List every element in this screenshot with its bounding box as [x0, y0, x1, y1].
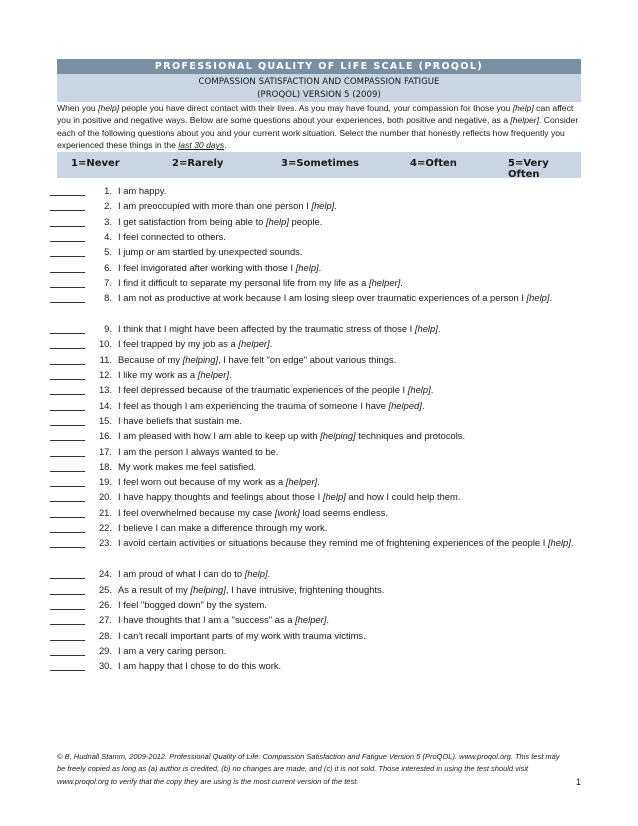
question-number: 10.	[98, 338, 112, 350]
answer-blank[interactable]	[50, 232, 85, 242]
question-number: 27.	[98, 614, 112, 626]
answer-blank[interactable]	[50, 569, 85, 579]
question-number: 22.	[98, 522, 112, 533]
answer-blank[interactable]	[50, 370, 85, 380]
question-number: 28.	[98, 629, 112, 641]
question-text: I feel overwhelmed because my case [work] load seems endless.	[118, 506, 388, 518]
question-number: 8.	[104, 292, 112, 304]
question-number: 24.	[98, 568, 112, 580]
answer-blank[interactable]	[50, 401, 85, 411]
question-text: I am the person I always wanted to be.	[118, 445, 279, 457]
question-text: I am happy that I chose to do this work.	[118, 660, 282, 672]
question-text: I have thoughts that I am a "success" as a [helper].	[118, 614, 329, 626]
question-text: I am pleased with how I am able to keep up with [helping] techniques and protocols.	[118, 430, 466, 442]
question-number: 14.	[98, 399, 112, 411]
question-text: I have beliefs that sustain me.	[118, 414, 243, 426]
question-number: 25.	[98, 583, 112, 595]
question-text: My work makes me feel satisfied.	[118, 460, 257, 472]
question-text: I am happy.	[118, 185, 167, 196]
subtitle-line-1: COMPASSION SATISFACTION AND COMPASSION FATIGUE	[198, 77, 440, 87]
question-number: 1.	[104, 185, 112, 196]
question-number: 21.	[98, 506, 112, 518]
answer-blank[interactable]	[50, 431, 85, 441]
question-number: 20.	[98, 491, 112, 503]
answer-blank[interactable]	[50, 462, 85, 472]
answer-blank[interactable]	[50, 492, 85, 502]
question-text: Because of my [helping], I have felt "on edge" about various things.	[118, 353, 397, 365]
answer-blank[interactable]	[50, 385, 85, 395]
scale-option-3: 3=Sometimes	[281, 158, 359, 169]
question-number: 13.	[98, 384, 112, 396]
intro-text-3: can affect you in positive and negative ways. Below are some questions about your experiences, both positive and negative, as a	[57, 103, 574, 126]
question-number: 4.	[104, 230, 112, 242]
page-number: 1	[576, 777, 582, 787]
instructions-paragraph	[57, 102, 581, 152]
question-text: I think that I might have been affected by the traumatic stress of those I [help].	[118, 323, 441, 335]
scale-option-5: 5=Very Often	[508, 158, 549, 180]
question-text: I can't recall important parts of my work with trauma victims.	[118, 629, 366, 641]
question-text: I avoid certain activities or situations because they remind me of frightening experiences of the people I [help].	[118, 537, 574, 549]
answer-blank[interactable]	[50, 447, 85, 457]
answer-blank[interactable]	[50, 339, 85, 349]
question-number: 18.	[98, 460, 112, 472]
question-text: I feel trapped by my job as a [helper].	[118, 338, 273, 350]
intro-help-2: [help]	[512, 103, 534, 113]
question-number: 23.	[98, 537, 112, 549]
question-text: I feel as though I am experiencing the trauma of someone I have [helped].	[118, 399, 425, 411]
intro-helper: [helper]	[510, 115, 540, 126]
answer-blank[interactable]	[50, 416, 85, 426]
answer-blank[interactable]	[50, 186, 85, 196]
scale-option-2: 2=Rarely	[172, 158, 224, 169]
question-text: I feel worn out because of my work as a [helper].	[118, 476, 320, 488]
answer-blank[interactable]	[50, 247, 85, 257]
answer-blank[interactable]	[50, 600, 85, 610]
intro-text-1: When you	[57, 103, 99, 113]
question-text: I feel "bogged down" by the system.	[118, 598, 267, 610]
rating-scale	[57, 152, 581, 178]
question-number: 3.	[104, 215, 112, 227]
question-text: I believe I can make a difference through my work.	[118, 522, 328, 533]
answer-blank[interactable]	[50, 523, 85, 533]
question-text: I am not as productive at work because I am losing sleep over traumatic experiences of a person I [help].	[118, 292, 553, 304]
answer-blank[interactable]	[50, 646, 85, 656]
question-number: 30.	[98, 660, 112, 672]
answer-blank[interactable]	[50, 477, 85, 487]
copyright-footer: © B. Hudnall Stamm, 2009-2012. Professional Quality of Life: Compassion Satisfaction and Fatigue Version 5 (ProQOL). www.proqol.org. This test may be freely copied as long as (a) author is credited, (b) no changes are made, and (c) it is not sold. Those interested in using the test should visit www.proqol.org to verify that the copy they are using is the most current version of the test.	[57, 752, 560, 786]
answer-blank[interactable]	[50, 278, 85, 288]
answer-blank[interactable]	[50, 538, 85, 548]
question-number: 16.	[98, 430, 112, 442]
question-number: 26.	[98, 598, 112, 610]
subtitle-line-2: (PROQOL) VERSION 5 (2009)	[257, 90, 381, 100]
answer-blank[interactable]	[50, 217, 85, 227]
form-subtitle	[57, 74, 581, 102]
question-text: I am proud of what I can do to [help].	[118, 568, 271, 580]
question-text: I am preoccupied with more than one person I [help].	[118, 200, 337, 212]
question-text: I have happy thoughts and feelings about those I [help] and how I could help them.	[118, 491, 461, 503]
answer-blank[interactable]	[50, 324, 85, 334]
question-number: 2.	[104, 200, 112, 212]
question-text: I like my work as a [helper].	[118, 369, 232, 380]
question-number: 29.	[98, 644, 112, 656]
question-number: 15.	[98, 414, 112, 426]
answer-blank[interactable]	[50, 661, 85, 671]
question-text: I feel invigorated after working with those I [help].	[118, 261, 322, 273]
question-text: As a result of my [helping], I have intrusive, frightening thoughts.	[118, 583, 385, 595]
question-text: I feel depressed because of the traumatic experiences of the people I [help].	[118, 384, 434, 396]
answer-blank[interactable]	[50, 201, 85, 211]
answer-blank[interactable]	[50, 355, 85, 365]
question-number: 9.	[104, 323, 112, 335]
question-number: 7.	[104, 276, 112, 288]
question-number: 19.	[98, 476, 112, 488]
question-number: 17.	[98, 445, 112, 457]
question-text: I jump or am startled by unexpected sounds.	[118, 246, 303, 258]
question-number: 6.	[104, 261, 112, 273]
answer-blank[interactable]	[50, 508, 85, 518]
question-number: 12.	[98, 369, 112, 380]
answer-blank[interactable]	[50, 615, 85, 625]
question-text: I am a very caring person.	[118, 644, 227, 656]
intro-last-30-days: last 30 days	[178, 140, 225, 151]
question-text: I find it difficult to separate my personal life from my life as a [helper].	[118, 276, 403, 288]
intro-text-4: . Consider each of the following questions about you and your current work situation. Select the number that honestly reflects how frequently you experienced these things in the	[57, 115, 579, 151]
intro-text-2: people you have direct contact with their lives. As you may have found, your compassion for those you	[119, 103, 513, 113]
intro-help-1: [help]	[98, 103, 120, 113]
intro-text-5: .	[224, 140, 227, 151]
question-text: I feel connected to others.	[118, 230, 226, 242]
question-number: 11.	[99, 353, 112, 365]
scale-option-1: 1=Never	[71, 158, 120, 169]
scale-option-4: 4=Often	[410, 158, 457, 169]
question-text: I get satisfaction from being able to [help] people.	[118, 215, 323, 227]
answer-blank[interactable]	[50, 293, 85, 303]
form-title: PROFESSIONAL QUALITY OF LIFE SCALE (PROQOL)	[57, 59, 581, 74]
answer-blank[interactable]	[50, 263, 85, 273]
question-number: 5.	[104, 246, 112, 258]
answer-blank[interactable]	[50, 585, 85, 595]
answer-blank[interactable]	[50, 631, 85, 641]
